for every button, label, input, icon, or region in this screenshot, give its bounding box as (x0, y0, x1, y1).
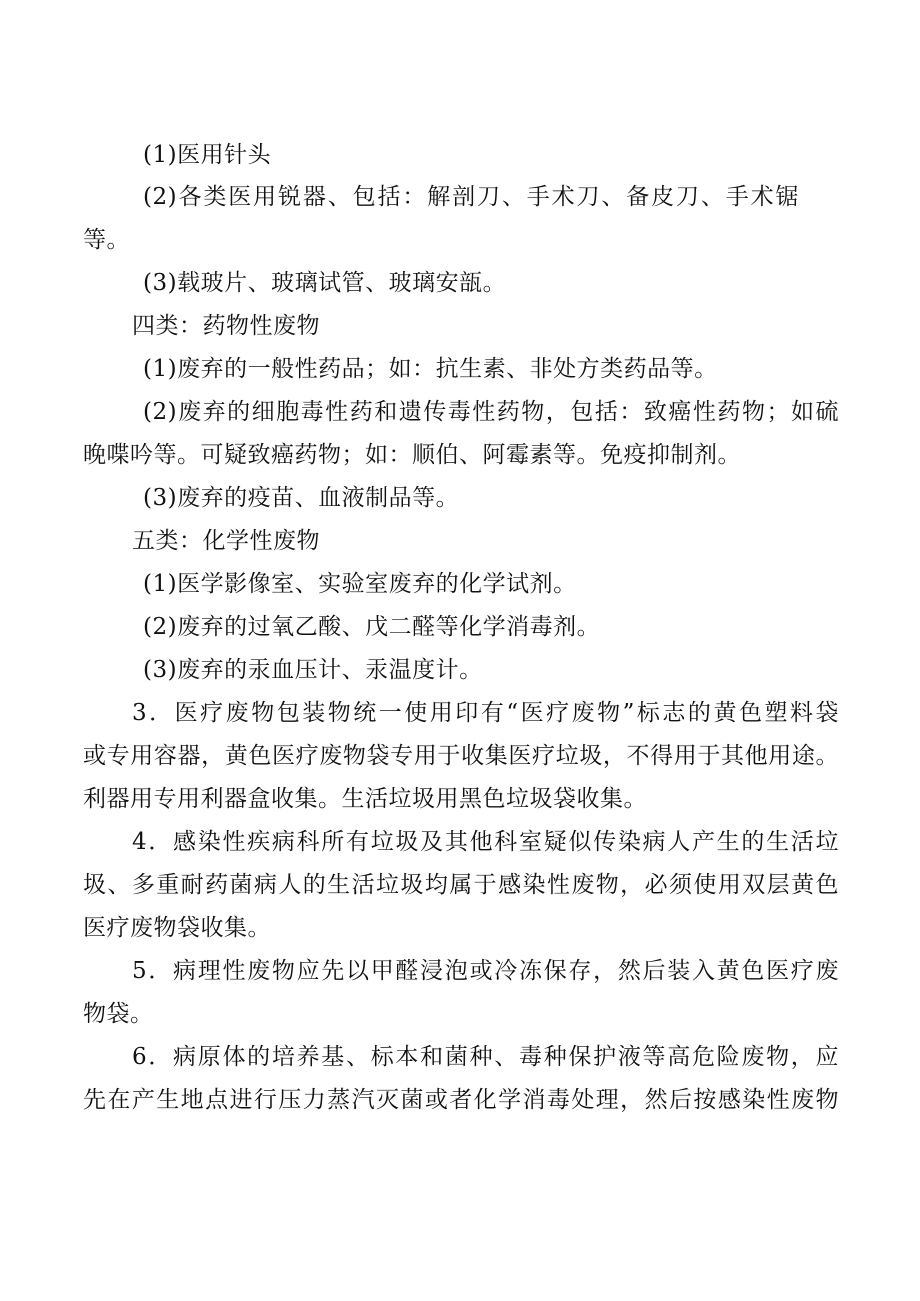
paragraph-line: 先在产生地点进行压力蒸汽灭菌或者化学消毒处理，然后按感染性废物 (83, 1087, 839, 1113)
section-heading: 五类：化学性废物 (132, 528, 320, 554)
text-line: (1)医用针头 (143, 142, 272, 168)
paragraph-line: 医疗废物袋收集。 (83, 915, 271, 941)
paragraph-line: 4．感染性疾病科所有垃圾及其他科室疑似传染病人产生的生活垃 (132, 829, 839, 855)
paragraph-line: 利器用专用利器盒收集。生活垃圾用黑色垃圾袋收集。 (83, 786, 647, 812)
text-line: (3)废弃的疫苗、血液制品等。 (143, 485, 460, 511)
text-line: (1)废弃的一般性药品；如：抗生素、非处方类药品等。 (143, 356, 718, 382)
paragraph-line: 圾、多重耐药菌病人的生活垃圾均属于感染性废物，必须使用双层黄色 (83, 872, 839, 898)
section-heading: 四类：药物性废物 (132, 313, 320, 339)
text-line: (2)废弃的过氧乙酸、戊二醛等化学消毒剂。 (143, 614, 601, 640)
text-line: 晚喋吟等。可疑致癌药物；如：顺伯、阿霉素等。免疫抑制剂。 (83, 442, 741, 468)
text-line: (2)各类医用锐器、包括：解剖刀、手术刀、备皮刀、手术锯 (143, 184, 799, 210)
text-line: (3)废弃的汞血压计、汞温度计。 (143, 657, 483, 683)
text-line: (3)载玻片、玻璃试管、玻璃安瓿。 (143, 270, 507, 296)
paragraph-line: 6．病原体的培养基、标本和菌种、毒种保护液等高危险废物，应 (132, 1044, 839, 1070)
paragraph-line: 3．医疗废物包装物统一使用印有“医疗废物”标志的黄色塑料袋 (132, 700, 839, 726)
paragraph-line: 物袋。 (83, 1001, 154, 1027)
text-line: (1)医学影像室、实验室废弃的化学试剂。 (143, 571, 577, 597)
text-line: (2)废弃的细胞毒性药和遗传毒性药物，包括：致癌性药物；如硫 (143, 399, 839, 425)
paragraph-line: 或专用容器，黄色医疗废物袋专用于收集医疗垃圾，不得用于其他用途。 (83, 743, 839, 769)
paragraph-line: 5．病理性废物应先以甲醛浸泡或冷冻保存，然后装入黄色医疗废 (132, 958, 839, 984)
text-line: 等。 (83, 227, 130, 253)
